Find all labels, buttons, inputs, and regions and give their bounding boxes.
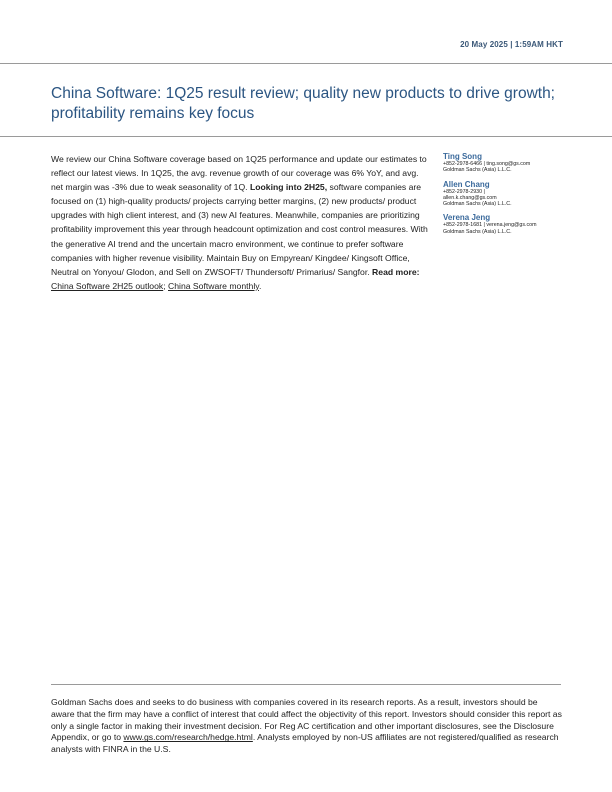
author-entry: [443, 152, 573, 174]
author-name[interactable]: Ting Song: [443, 152, 482, 161]
author-contact: +852-2978-2930 |: [443, 188, 485, 195]
author-contact: +852-2978-1681 | verena.jeng@gs.com: [443, 222, 537, 229]
author-name[interactable]: Allen Chang: [443, 179, 490, 189]
author-name[interactable]: Verena Jeng: [443, 213, 491, 223]
author-list: [443, 152, 573, 241]
header-divider: [0, 63, 612, 64]
disclosure-text-1: Goldman Sachs does and seeks to do business with companies covered in its research reports. As a result, investors should be aware that the firm may have a conflict of interest that could affect the objectivity of this report. Investors should consider this report as only a single factor in making their investment decision. For Reg AC certification and other important disclosures, see the Disclosure Appendix, or go to: [51, 697, 562, 743]
disclosure-footer: [51, 697, 563, 756]
author-contact: +852-2978-6466 | ting.song@gs.com: [443, 161, 531, 167]
summary-bold-lookahead: Looking into 2H25,: [249, 182, 328, 193]
author-email: allen.k.chang@gs.com: [443, 194, 497, 201]
summary-end: .: [258, 280, 262, 291]
author-entry: [443, 213, 573, 235]
author-firm: Goldman Sachs (Asia) L.L.C.: [443, 228, 512, 235]
hedge-link[interactable]: www.gs.com/research/hedge.html: [123, 732, 253, 743]
report-date: 20 May 2025 | 1:59AM HKT: [460, 40, 563, 49]
disclosure-text-2: . Analysts employed by non-US affiliates are not registered/qualified as research analysts with FINRA in the U.S.: [51, 732, 559, 755]
author-entry: [443, 180, 573, 208]
author-firm: Goldman Sachs (Asia) L.L.C.: [443, 201, 512, 208]
report-title: China Software: 1Q25 result review; quality new products to drive growth; profitability remains key focus: [51, 85, 555, 122]
summary-text-1: We review our China Software coverage based on 1Q25 performance and update our estimates to reflect our latest views. In 1Q25, the avg. revenue growth of our coverage was 6% YoY, and avg. net margin was -3% due to weak seasonality of 1Q.: [51, 154, 427, 193]
summary-text-2: software companies are focused on (1) high-quality products/ projects carrying better margins, (2) new products/ product upgrades with high client interest, and (3) new AI features. Meanwhile, companies are prioritizing profitability improvement this year through headcount optimization and cost control measures. With the generative AI trend and the uncertain macro environment, we continue to prefer software companies with higher revenue visibility. Maintain Buy on Empyrean/ Kingdee/ Kingsoft Office, Neutral on Yonyou/ Glodon, and Sell on ZWSOFT/ Thundersoft/ Primarius/ Sangfor.: [51, 182, 428, 277]
title-divider: [0, 136, 612, 137]
summary-paragraph: [51, 152, 429, 293]
link-2h25-outlook[interactable]: China Software 2H25 outlook: [51, 280, 164, 291]
author-firm: Goldman Sachs (Asia) L.L.C.: [443, 167, 512, 174]
read-more-label: Read more:: [372, 266, 420, 277]
summary-separator-2: ;: [163, 280, 168, 291]
link-software-monthly[interactable]: China Software monthly: [168, 280, 259, 291]
footer-divider: [51, 684, 561, 685]
